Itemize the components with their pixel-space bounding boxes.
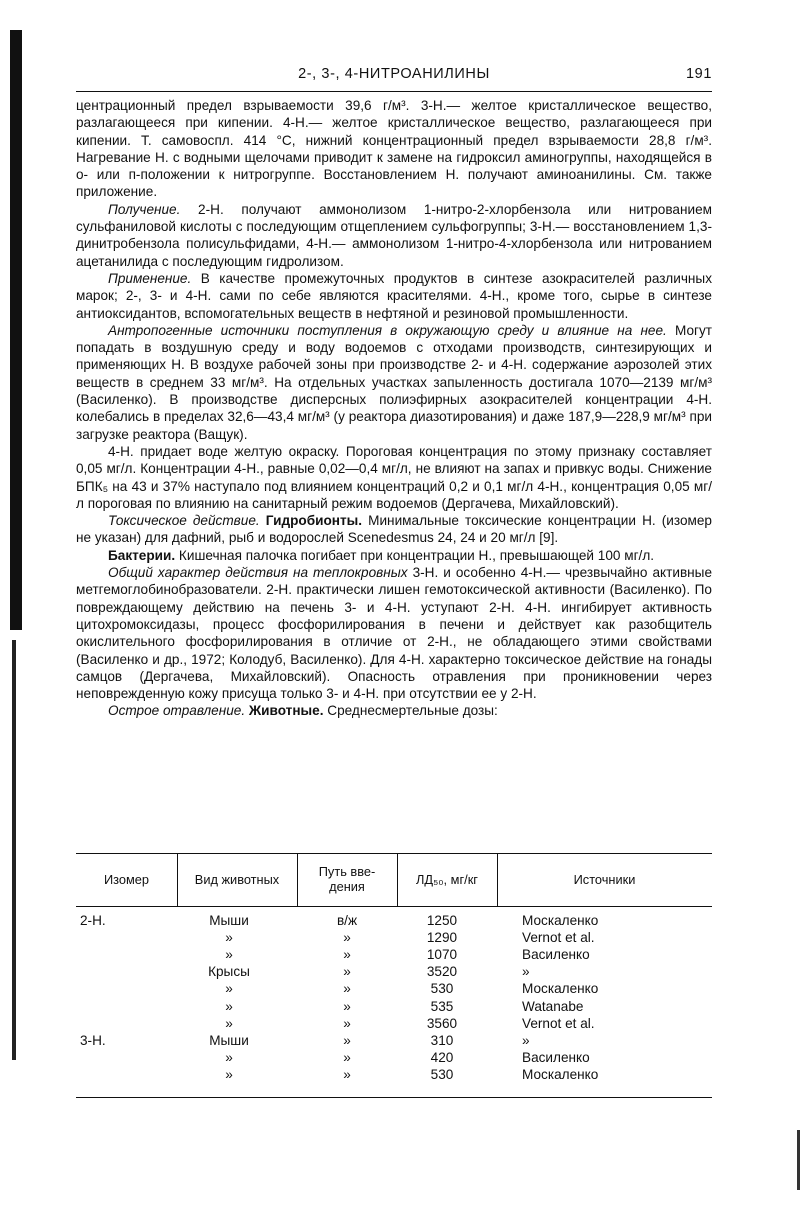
row-ld50: 1290	[426, 930, 458, 946]
paragraph-toxic	[76, 512, 712, 547]
table-top-rule	[76, 853, 712, 854]
row-source: Москаленко	[522, 913, 599, 928]
header-route	[297, 864, 397, 894]
heading-general-action: Общий характер действия на теплокровных	[108, 565, 408, 581]
row-source: Vernot et al.	[522, 1015, 595, 1031]
row-source: »	[522, 964, 530, 980]
paragraph-bacteria	[76, 547, 712, 564]
row-ld50: 1250	[426, 913, 458, 928]
row-source: Москаленко	[522, 1066, 599, 1082]
text-general-action: 3-Н. и особенно 4-Н.— чрезвычайно активные метгемоглобинобразователи. 2-Н. практически лишен гемотоксической активности (Василенко). По повреждающему действию на печень 3- и 4-Н. уступают 2-Н. 4-Н. ингибирует активность цитохромоксидазы, процесс фосфорилирования в печени и действует как разобщитель окислительного фосфорилирования в отличие от 2-Н., не обладающего этими свойствами (Василенко и др., 1972; Колодуб, Василенко). Для 4-Н. характерно токсическое действие на гонады самцов (Дергачева, Михайловский). Опасность отравления при проникновении через неповрежденную кожу присуща только 3- и 4-Н. при отсутствии ее у 2-Н.	[76, 565, 712, 702]
row-route: »	[343, 1066, 351, 1082]
paragraph-sources	[76, 322, 712, 443]
header-isomer: Изомер	[103, 872, 150, 887]
heading-toxic: Токсическое действие.	[108, 513, 260, 529]
row-source: »	[522, 1032, 530, 1048]
row-species: »	[225, 998, 233, 1014]
text-bacteria: Кишечная палочка погибает при концентрации Н., превышающей 100 мг/л.	[175, 547, 655, 563]
paragraph-application	[76, 270, 712, 322]
heading-application: Применение.	[108, 270, 192, 286]
row-ld50: 530	[430, 981, 454, 997]
row-route: »	[343, 964, 351, 980]
row-species: »	[225, 930, 233, 946]
running-header	[76, 66, 712, 88]
header-rule	[76, 91, 712, 92]
heading-production: Получение.	[108, 201, 181, 217]
row-species: »	[225, 1049, 233, 1065]
row-ld50: 3560	[426, 1015, 458, 1031]
table-header-rule	[76, 906, 712, 907]
row-ld50: 420	[430, 1049, 454, 1065]
text-sources: Могут попадать в воздушную среду и воду водоемов с отходами производств, синтезирующих и применяющих Н. В воздухе рабочей зоны при производстве 2- и 4-Н. содержание аэрозолей этих веществ в среднем 33 мг/м³. На отдельных участках запыленность достигала 1070—2139 мг/м³ (Василенко). В производстве дисперсных полиэфирных азокрасителей концентрации 4-Н. колебались в пределах 32,6—43,4 мг/м³ (у реактора диазотирования) и даже 187,9—228,9 мг/м³ при загрузке реактора (Ващук).	[76, 322, 712, 442]
paragraph-general-action	[76, 564, 712, 702]
row-source: Vernot et al.	[522, 930, 595, 946]
paragraph-properties: центрационный предел взрываемости 39,6 г/м³. 3-Н.— желтое кристаллическое вещество, разлагающееся при кипении. 4-Н.— желтое кристаллическое вещество, разлагающееся при кипении. Т. самовоспл. 414 °С, нижний концентрационный предел взрываемости 28,8 г/м³. Нагревание Н. с водными щелочами приводит к замене на гидроксил аминогруппы, находящейся в о- или п-положении к нитрогруппе. Восстановлением Н. получают аминоанилины. См. также приложение.	[76, 98, 712, 200]
row-route: в/ж	[336, 913, 358, 928]
row-route: »	[343, 1015, 351, 1031]
subheading-bacteria: Бактерии.	[108, 547, 176, 563]
row-ld50: 310	[430, 1032, 454, 1048]
header-route-line2: дения	[329, 879, 365, 894]
page-edge-mark	[797, 1130, 800, 1190]
row-isomer: 2-Н.	[80, 913, 106, 928]
row-route: »	[343, 1049, 351, 1065]
row-route: »	[343, 947, 351, 963]
table-bottom-rule	[76, 1097, 712, 1098]
article-body	[76, 97, 712, 720]
row-route: »	[343, 998, 351, 1014]
text-toxic: Минимальные токсические концентрации Н. (изомер не указан) для дафний, рыб и водорослей Scenedesmus 24, 24 и 20 мг/л [9].	[76, 513, 712, 546]
row-species: Мыши	[209, 913, 249, 928]
row-species: Мыши	[209, 1032, 249, 1048]
text-acute: Среднесмертельные дозы:	[323, 703, 498, 719]
page-binding-shadow	[10, 30, 22, 630]
text-application: В качестве промежуточных продуктов в синтезе азокрасителей различных марок; 2-, 3- и 4-Н. сами по себе являются красителями. 4-Н., кроме того, сырье в синтезе антиоксидантов, вспомогательных веществ в нефтяной и резиновой промышленности.	[76, 270, 712, 321]
row-ld50: 1070	[426, 947, 458, 963]
row-ld50: 530	[430, 1066, 454, 1082]
row-species: »	[225, 981, 233, 997]
subheading-animals: Животные.	[245, 703, 324, 719]
row-ld50: 535	[430, 998, 454, 1014]
header-route-line1: Путь вве-	[318, 864, 376, 879]
paragraph-acute	[76, 702, 712, 719]
row-species: »	[225, 947, 233, 963]
row-source: Василенко	[522, 947, 590, 963]
row-source: Watanabe	[522, 998, 584, 1014]
row-isomer: 3-Н.	[80, 1032, 106, 1048]
header-sources: Источники	[573, 872, 636, 887]
header-ld50: ЛД₅₀, мг/кг	[416, 872, 478, 887]
row-route: »	[343, 1032, 351, 1048]
row-source: Москаленко	[522, 981, 599, 997]
heading-sources: Антропогенные источники поступления в окружающую среду и влияние на нее.	[108, 322, 667, 338]
paragraph-production	[76, 201, 712, 270]
paragraph-water: 4-Н. придает воде желтую окраску. Пороговая концентрация по этому признаку составляет 0,05 мг/л. Концентрации 4-Н., равные 0,02—0,4 мг/л, не влияют на запах и привкус воды. Снижение БПК₅ на 43 и 37% наступало под влиянием концентраций 0,2 и 0,1 мг/л 4-Н., концентрация 0,05 мг/л пороговая по влиянию на санитарный режим водоемов (Дергачева, Михайловский).	[76, 443, 712, 511]
row-species: »	[225, 1066, 233, 1082]
row-species: »	[225, 1015, 233, 1031]
row-ld50: 3520	[426, 964, 458, 980]
row-route: »	[343, 981, 351, 997]
page-number: 191	[686, 66, 712, 82]
heading-acute: Острое отравление.	[108, 703, 246, 719]
subheading-hydrobionts: Гидробионты.	[259, 513, 363, 529]
header-species: Вид животных	[194, 872, 280, 887]
page-binding-shadow-lower	[12, 640, 16, 1060]
row-route: »	[343, 930, 351, 946]
text-production: 2-Н. получают аммонолизом 1-нитро-2-хлорбензола или нитрованием сульфаниловой кислоты с последующим отщеплением сульфогруппы; 3-Н.— восстановлением 1,3-динитробензола полисульфидами, 4-Н.— аммонолизом 1-нитро-4-хлорбензола или нитрованием ацетанилида с последующим гидролизом.	[76, 201, 712, 269]
row-source: Василенко	[522, 1049, 590, 1065]
row-species: Крысы	[208, 964, 250, 980]
running-title: 2-, 3-, 4-НИТРОАНИЛИНЫ	[298, 66, 490, 82]
